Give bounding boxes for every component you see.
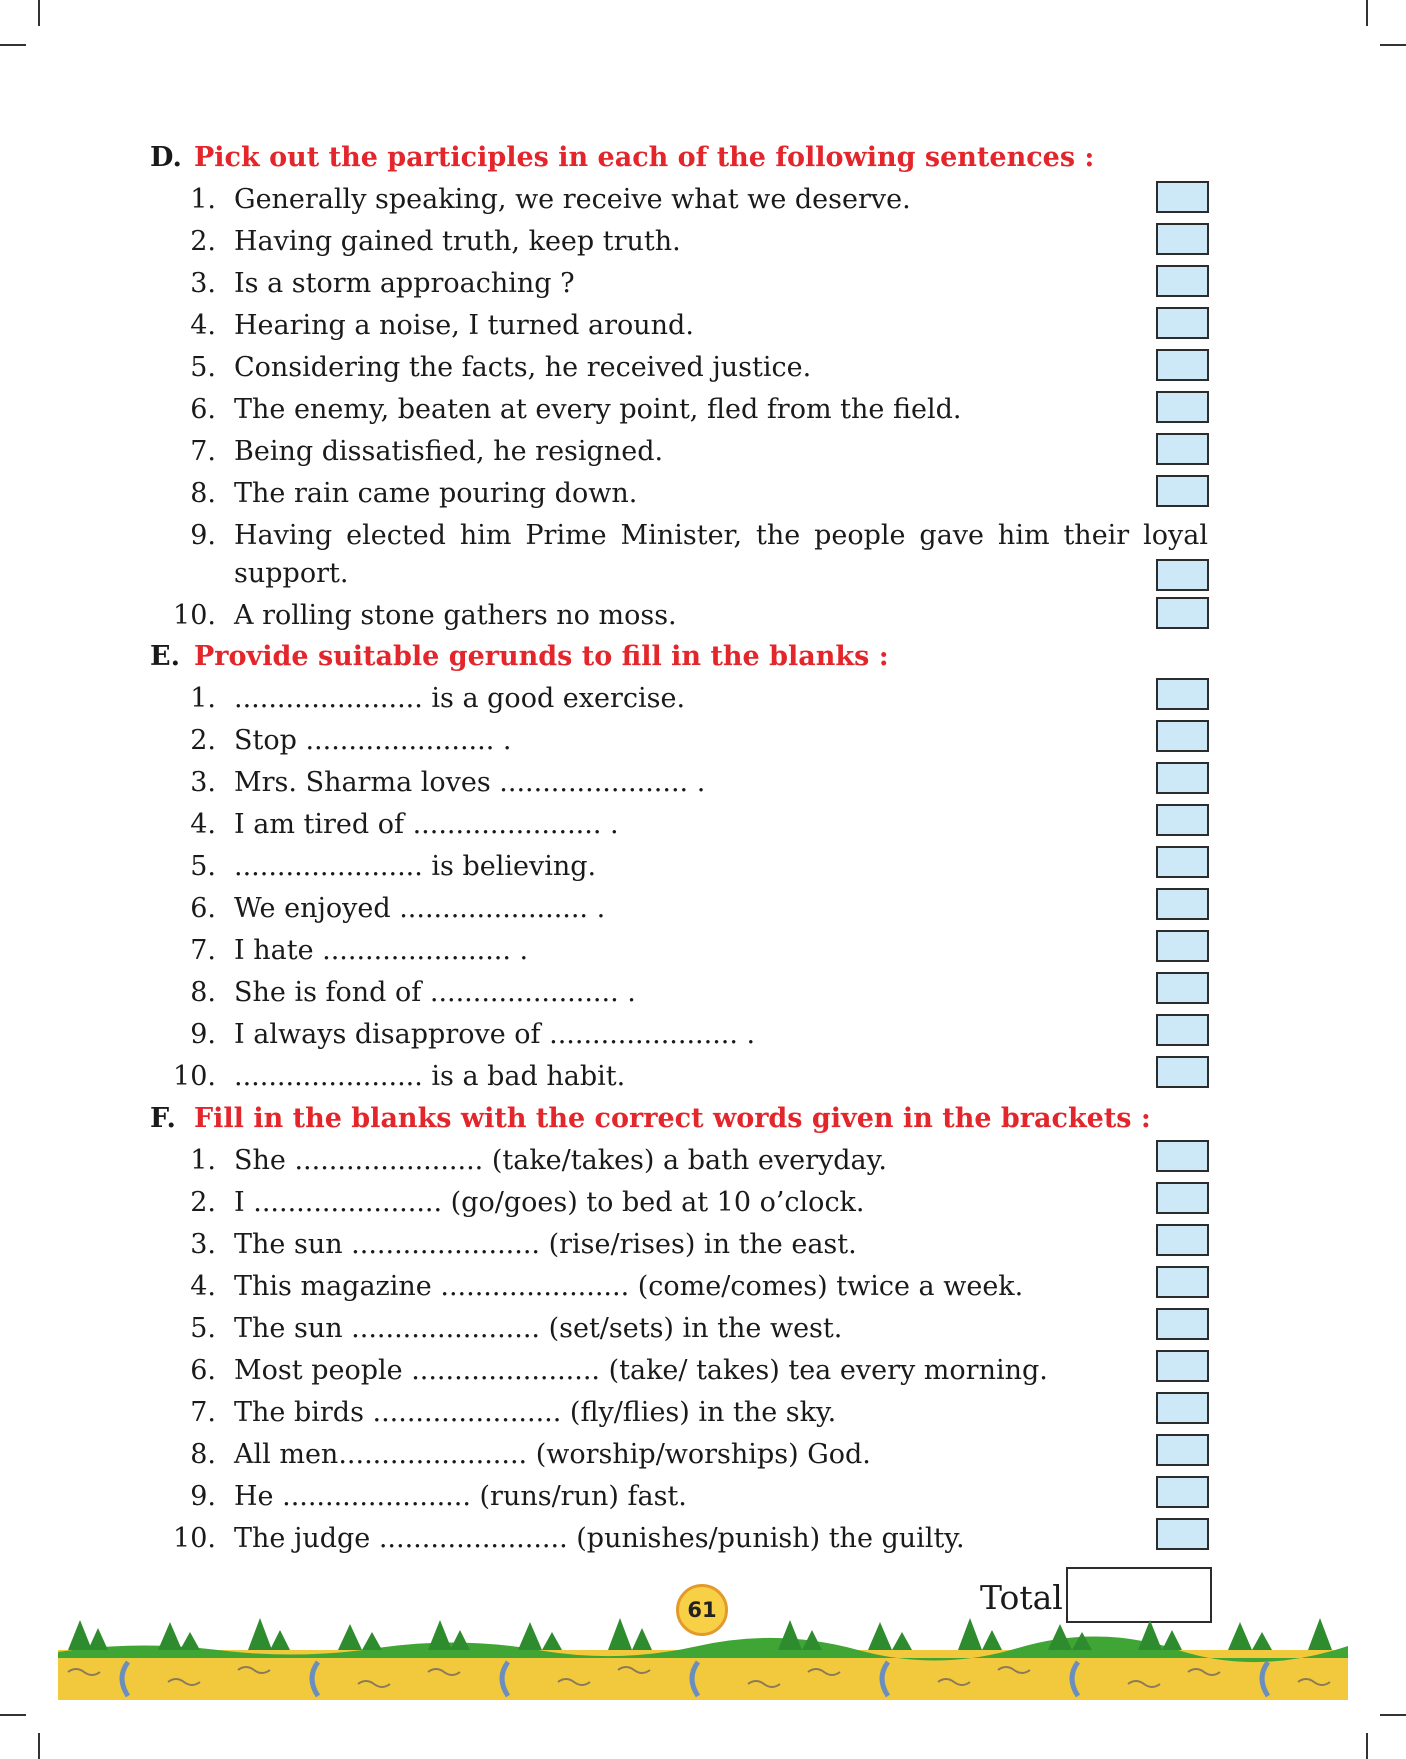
list-item (160, 890, 1212, 928)
list-item (160, 1478, 1212, 1516)
answer-box[interactable] (1156, 1518, 1209, 1550)
answer-box[interactable] (1156, 597, 1209, 629)
answer-box[interactable] (1156, 678, 1209, 710)
item-number: 2. (190, 725, 216, 756)
answer-box[interactable] (1156, 1476, 1209, 1508)
answer-box[interactable] (1156, 559, 1209, 591)
item-text: Is a storm approaching ? (234, 268, 575, 299)
list-item (160, 764, 1212, 802)
answer-box[interactable] (1156, 972, 1209, 1004)
answer-box[interactable] (1156, 720, 1209, 752)
page-number: 61 (676, 1584, 728, 1636)
item-text: The enemy, beaten at every point, fled from the field. (234, 394, 962, 425)
item-text: Stop ...................... . (234, 725, 512, 756)
list-item (160, 181, 1212, 219)
item-number: 5. (190, 1313, 216, 1344)
answer-box[interactable] (1156, 1140, 1209, 1172)
list-item (160, 974, 1212, 1012)
item-text: Considering the facts, he received justice. (234, 352, 812, 383)
answer-box[interactable] (1156, 1056, 1209, 1088)
item-text: Most people ...................... (take/ takes) tea every morning. (234, 1355, 1048, 1386)
list-item (160, 265, 1212, 303)
answer-box[interactable] (1156, 181, 1209, 213)
crop-mark (1366, 0, 1368, 26)
answer-box[interactable] (1156, 1392, 1209, 1424)
answer-box[interactable] (1156, 846, 1209, 878)
list-item (160, 1436, 1212, 1474)
item-number: 3. (190, 1229, 216, 1260)
list-item (160, 475, 1212, 513)
list-item (160, 932, 1212, 970)
item-number: 1. (190, 184, 216, 215)
item-number: 1. (190, 683, 216, 714)
list-item (160, 223, 1212, 261)
answer-box[interactable] (1156, 307, 1209, 339)
crop-mark (1366, 1733, 1368, 1759)
item-number: 4. (190, 1271, 216, 1302)
item-number: 7. (190, 436, 216, 467)
section-title: Provide suitable gerunds to fill in the blanks : (194, 641, 889, 672)
item-number: 8. (190, 478, 216, 509)
list-item (160, 349, 1212, 387)
item-text: Mrs. Sharma loves ...................... . (234, 767, 706, 798)
section-letter: D. (150, 142, 182, 173)
list-item (160, 1268, 1212, 1306)
item-number: 10. (173, 600, 216, 631)
item-number: 3. (190, 268, 216, 299)
item-number: 7. (190, 935, 216, 966)
list-item (160, 680, 1212, 718)
item-text: I ...................... (go/goes) to bed at 10 o’clock. (234, 1187, 865, 1218)
list-item (160, 1226, 1212, 1264)
item-text: He ...................... (runs/run) fast. (234, 1481, 687, 1512)
section-letter: F. (150, 1103, 176, 1134)
item-number: 3. (190, 767, 216, 798)
item-text: Having elected him Prime Minister, the people gave him their loyal support. (234, 520, 1208, 589)
item-text: The rain came pouring down. (234, 478, 638, 509)
list-item (160, 848, 1212, 886)
answer-box[interactable] (1156, 888, 1209, 920)
section-f-heading (150, 1099, 1151, 1139)
answer-box[interactable] (1156, 1014, 1209, 1046)
total-label: Total (980, 1578, 1063, 1617)
list-item (160, 307, 1212, 345)
section-e-heading (150, 637, 889, 677)
item-number: 6. (190, 1355, 216, 1386)
answer-box[interactable] (1156, 1224, 1209, 1256)
item-text: ...................... is a bad habit. (234, 1061, 626, 1092)
item-number: 4. (190, 809, 216, 840)
item-text: ...................... is believing. (234, 851, 597, 882)
list-item (160, 1352, 1212, 1390)
item-number: 9. (190, 1019, 216, 1050)
answer-box[interactable] (1156, 1266, 1209, 1298)
item-number: 6. (190, 394, 216, 425)
crop-mark (0, 1714, 26, 1716)
section-title: Fill in the blanks with the correct words given in the brackets : (194, 1103, 1151, 1134)
section-letter: E. (150, 641, 180, 672)
answer-box[interactable] (1156, 223, 1209, 255)
item-number: 8. (190, 977, 216, 1008)
item-number: 1. (190, 1145, 216, 1176)
list-item (160, 1520, 1212, 1558)
list-item (160, 1142, 1212, 1180)
item-number: 4. (190, 310, 216, 341)
item-text: I hate ...................... . (234, 935, 529, 966)
answer-box[interactable] (1156, 1434, 1209, 1466)
item-number: 9. (190, 520, 216, 551)
item-number: 8. (190, 1439, 216, 1470)
answer-box[interactable] (1156, 391, 1209, 423)
section-title: Pick out the participles in each of the following sentences : (194, 142, 1095, 173)
crop-mark (1380, 44, 1406, 46)
item-text: She is fond of ...................... . (234, 977, 636, 1008)
list-item (160, 806, 1212, 844)
item-text: She ...................... (take/takes) a bath everyday. (234, 1145, 887, 1176)
answer-box[interactable] (1156, 762, 1209, 794)
answer-box[interactable] (1156, 349, 1209, 381)
list-item (160, 1394, 1212, 1432)
answer-box[interactable] (1156, 433, 1209, 465)
answer-box[interactable] (1156, 1182, 1209, 1214)
answer-box[interactable] (1156, 475, 1209, 507)
item-text: Having gained truth, keep truth. (234, 226, 681, 257)
list-item (160, 1184, 1212, 1222)
answer-box[interactable] (1156, 265, 1209, 297)
section-d-heading (150, 138, 1094, 178)
item-text: We enjoyed ...................... . (234, 893, 606, 924)
item-number: 7. (190, 1397, 216, 1428)
list-item (160, 1310, 1212, 1348)
item-text: This magazine ...................... (come/comes) twice a week. (234, 1271, 1024, 1302)
item-number: 6. (190, 893, 216, 924)
item-text: All men...................... (worship/worships) God. (234, 1439, 871, 1470)
item-number: 9. (190, 1481, 216, 1512)
list-item (160, 597, 1212, 635)
item-text: The birds ...................... (fly/flies) in the sky. (234, 1397, 837, 1428)
item-text: Hearing a noise, I turned around. (234, 310, 694, 341)
item-number: 5. (190, 352, 216, 383)
answer-box[interactable] (1156, 1308, 1209, 1340)
answer-box[interactable] (1156, 930, 1209, 962)
item-number: 2. (190, 226, 216, 257)
list-item (160, 391, 1212, 429)
item-text: I am tired of ...................... . (234, 809, 619, 840)
list-item (160, 722, 1212, 760)
item-text: I always disapprove of ...................... . (234, 1019, 756, 1050)
item-number: 2. (190, 1187, 216, 1218)
item-number: 10. (173, 1061, 216, 1092)
item-text: The sun ...................... (rise/rises) in the east. (234, 1229, 857, 1260)
crop-mark (38, 1733, 40, 1759)
item-text: The sun ...................... (set/sets) in the west. (234, 1313, 843, 1344)
item-number: 5. (190, 851, 216, 882)
answer-box[interactable] (1156, 804, 1209, 836)
crop-mark (38, 0, 40, 26)
item-text: The judge ...................... (punishes/punish) the guilty. (234, 1523, 965, 1554)
item-text: Generally speaking, we receive what we deserve. (234, 184, 911, 215)
answer-box[interactable] (1156, 1350, 1209, 1382)
crop-mark (1380, 1714, 1406, 1716)
item-text: ...................... is a good exercise. (234, 683, 686, 714)
item-text: Being dissatisfied, he resigned. (234, 436, 664, 467)
item-number: 10. (173, 1523, 216, 1554)
list-item (160, 517, 1212, 593)
list-item (160, 1058, 1212, 1096)
crop-mark (0, 44, 26, 46)
list-item (160, 433, 1212, 471)
list-item (160, 1016, 1212, 1054)
item-text: A rolling stone gathers no moss. (234, 600, 677, 631)
